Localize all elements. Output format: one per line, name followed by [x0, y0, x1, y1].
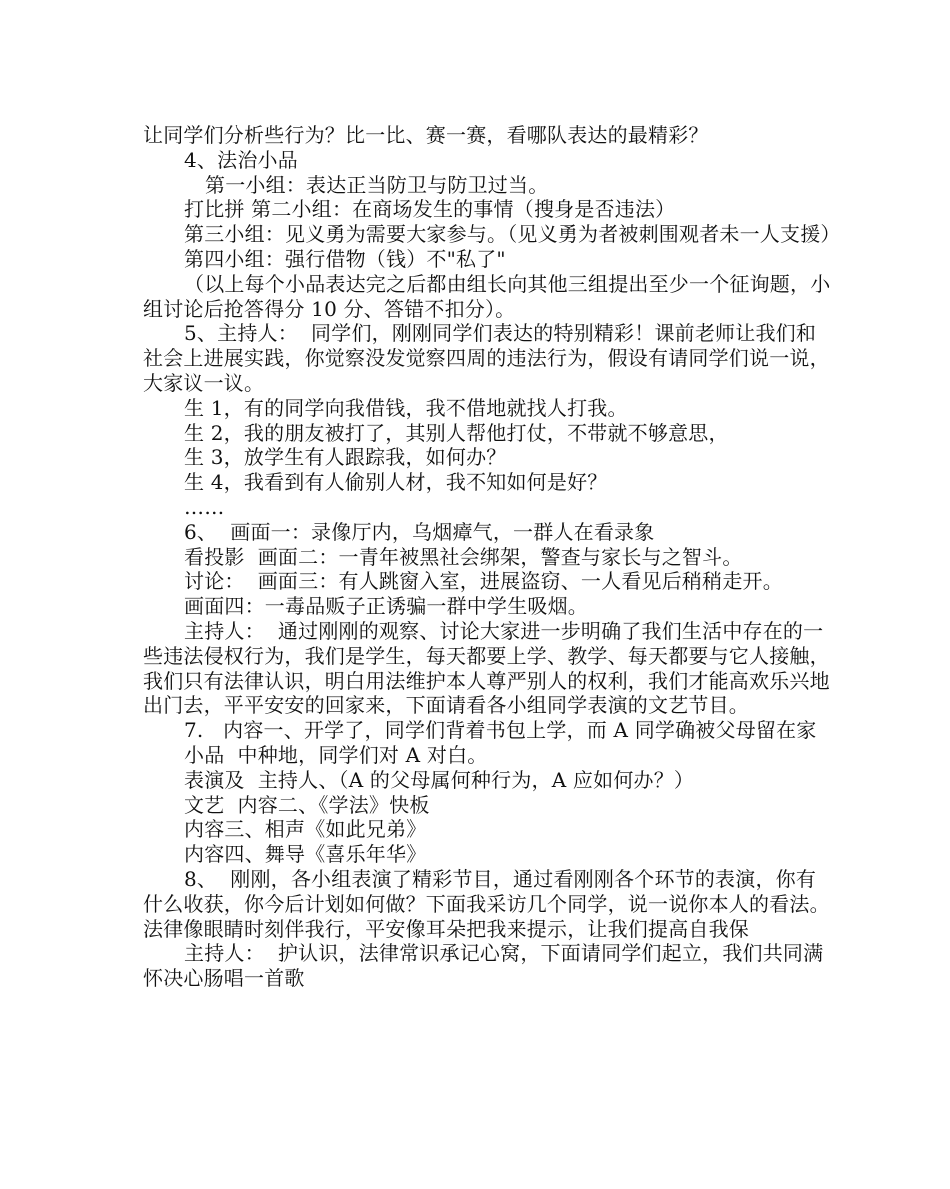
section-heading: 4、法治小品 — [184, 147, 298, 172]
section-heading: 7. 内容一、开学了，同学们背着书包上学，而 A 同学确被父母留在家 — [184, 718, 817, 743]
section-heading: 6、 画面一：录像厅内，乌烟瘴气，一群人在看录象 — [184, 519, 655, 544]
paragraph: 第一小组：表达正当防卫与防卫过当。 — [205, 172, 549, 197]
paragraph: 生 4，我看到有人偷别人材，我不知如何是好？ — [184, 470, 608, 495]
paragraph: 第四小组：强行借物（钱）不"私了" — [184, 246, 506, 271]
paragraph: 让同学们分析些行为？比一比、赛一赛，看哪队表达的最精彩？ — [143, 123, 709, 147]
section-heading: 8、 刚刚，各小组表演了精彩节目，通过看刚刚各个环节的表演，你有什么收获，你今后计划如何做？下面我采访几个同学，说一说你本人的看法。 法律像眼睛时刻伴我行，平安像耳朵把我来提示，让我们提高自我保 — [143, 866, 843, 941]
paragraph: 看投影 画面二：一青年被黑社会绑架，警查与家长与之智斗。 — [184, 544, 743, 569]
paragraph: 表演及 主持人、（A 的父母属何种行为，A 应如何办？） — [184, 767, 695, 792]
paragraph: 讨论： 画面三：有人跳窗入室，进展盗窃、一人看见后稍稍走开。 — [184, 569, 783, 594]
paragraph: 文艺 内容二、《学法》快板 — [184, 792, 430, 817]
paragraph: 内容四、舞导《喜乐年华》 — [184, 842, 427, 867]
paragraph: （以上每个小品表达完之后都由组长向其他三组提出至少一个征询题，小组讨论后抢答得分 10 分、答错不扣分）。 — [143, 271, 831, 321]
paragraph: 第三小组：见义勇为需要大家参与。（见义勇为者被刺围观者未一人支援） — [184, 222, 841, 247]
paragraph: 小品 中种地，同学们对 A 对白。 — [184, 742, 488, 767]
paragraph: 打比拼 第二小组：在商场发生的事情（搜身是否违法） — [184, 197, 676, 222]
paragraph: 5、主持人： 同学们，刚刚同学们表达的特别精彩！课前老师让我们和社会上进展实践，你觉察没发觉察四周的违法行为，假设有请同学们说一说，大家议一议。 — [143, 321, 830, 395]
paragraph: 生 3，放学生有人跟踪我，如何办？ — [184, 445, 507, 470]
paragraph: 画面四：一毒品贩子正诱骗一群中学生吸烟。 — [184, 594, 588, 619]
paragraph: 主持人： 护认识，法律常识承记心窝，下面请同学们起立，我们共同满怀决心肠唱一首歌 — [143, 941, 824, 991]
document-body — [143, 123, 843, 991]
ellipsis: …… — [184, 494, 225, 519]
paragraph: 生 2，我的朋友被打了，其别人帮他打仗，不带就不够意思， — [184, 420, 729, 445]
paragraph: 主持人： 通过刚刚的观察、讨论大家进一步明确了我们生活中存在的一些违法侵权行为，我们是学生，每天都要上学、教学、每天都要与它人接触，我们只有法律认识，明白用法维护本人尊严别人的权利，我们才能高欢乐兴地出门去，平平安安的回家来，下面请看各小组同学表演的文艺节目。 — [143, 618, 830, 718]
paragraph: 内容三、相声《如此兄弟》 — [184, 817, 427, 842]
paragraph: 生 1，有的同学向我借钱，我不借地就找人打我。 — [184, 395, 628, 420]
